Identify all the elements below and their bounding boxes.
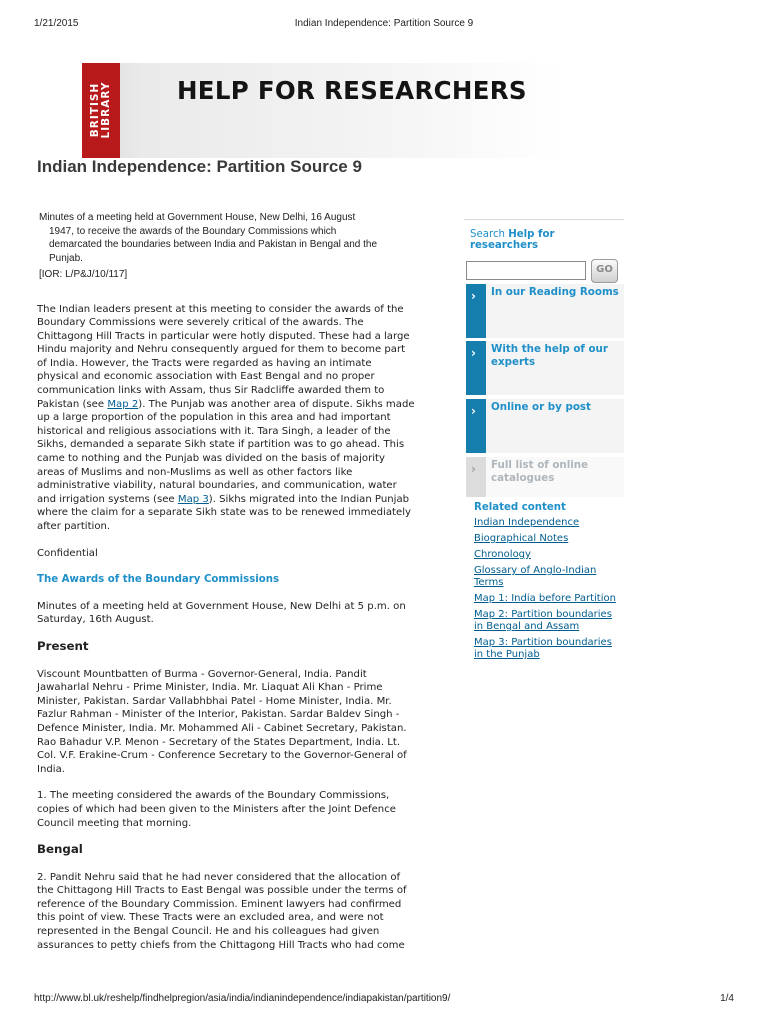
british-library-logo[interactable]: [82, 63, 120, 158]
source-intro: Minutes of a meeting held at Government House, New Delhi, 16 August 1947, to receive the awards of the Boundary Commissions which demarcated the boundaries between India and Pakistan in Bengal and the Punjab.: [39, 212, 378, 264]
logo-text: BRITISH LIBRARY: [89, 81, 112, 139]
print-url: http://www.bl.uk/reshelp/findhelpregion/asia/india/indianindependence/indiapakistan/partition9/: [34, 993, 451, 1004]
divider: [464, 219, 624, 220]
nav-online-or-post[interactable]: › Online or by post: [466, 399, 624, 453]
search-label: Search Help for researchers: [470, 229, 555, 251]
banner-title: HELP FOR RESEARCHERS: [177, 76, 527, 105]
present-heading: Present: [37, 638, 89, 653]
related-link-map-1[interactable]: Map 1: India before Partition: [474, 593, 616, 604]
list-item: [474, 517, 624, 529]
nav-online-catalogues[interactable]: › Full list of online catalogues: [466, 457, 624, 497]
print-footer: [34, 993, 734, 1005]
present-list: Viscount Mountbatten of Burma - Governor-General, India. Pandit Jawaharlal Nehru - Prime Minister, India. Mr. Liaquat Ali Khan - Prime Minister, Pakistan. Sardar Vallabhbhai Patel - Home Minister, India. Mr. Fazlur Rahman - Minister of the Interior, Pakistan. Sardar Baldev Singh - Defence Minister, India. Mr. Mohammed Ali - Cabinet Secretary, Pakistan. Rao Bahadur V.P. Menon - Secretary of the States Department, India. Lt. Col. V.F. Erakine-Crum - Conference Secretary to the Governor-General of India.: [37, 668, 407, 775]
related-link-map-3[interactable]: Map 3: Partition boundaries in the Punjab: [474, 637, 612, 660]
list-item: [474, 593, 624, 605]
bengal-heading: Bengal: [37, 842, 83, 857]
list-item: [474, 533, 624, 545]
minutes-paragraph: Minutes of a meeting held at Government House, New Delhi at 5 p.m. on Saturday, 16th August.: [37, 600, 406, 626]
confidential-label: Confidential: [37, 547, 98, 559]
related-content-heading: Related content: [474, 502, 566, 513]
list-item: [474, 609, 624, 633]
related-link-map-2[interactable]: Map 2: Partition boundaries in Bengal and Assam: [474, 609, 612, 632]
page-title: Indian Independence: Partition Source 9: [37, 157, 362, 176]
main-content: [37, 211, 415, 952]
related-link-indian-independence[interactable]: Indian Independence: [474, 517, 580, 528]
item-1-paragraph: 1. The meeting considered the awards of the Boundary Commissions, copies of which had been given to the Ministers after the Joint Defence Council meeting that morning.: [37, 790, 396, 829]
map-2-link[interactable]: Map 2: [107, 398, 139, 410]
print-page-title: Indian Independence: Partition Source 9: [294, 18, 474, 29]
list-item: [474, 637, 624, 661]
list-item: [474, 565, 624, 589]
search-input[interactable]: [466, 261, 586, 280]
related-content-list: [474, 517, 624, 665]
map-3-link[interactable]: Map 3: [177, 493, 209, 505]
print-page-number: 1/4: [720, 993, 734, 1004]
search-go-button[interactable]: GO: [591, 259, 618, 283]
nav-expert-help[interactable]: › With the help of our experts: [466, 341, 624, 395]
item-2-paragraph: 2. Pandit Nehru said that he had never considered that the allocation of the Chittagong Hill Tracts to East Bengal was possible under the terms of reference of the Boundary Commission. Eminent lawyers had confirmed this point of view. These Tracts were an excluded area, and were not represented in the Bengal Council. He and his colleagues had given assurances to petty chiefs from the Chittagong Hill Tracts who had come: [37, 871, 407, 951]
print-header: [34, 18, 734, 30]
context-paragraph: The Indian leaders present at this meeting to consider the awards of the Boundary Commissions were severely critical of the awards. The Chittagong Hill Tracts in particular were hotly disputed. These had a large Hindu majority and Nehru consequently argued for them to become part of India. However, the Tracts were regarded as having an intimate physical and economic association with East Bengal and no proper communication links with Assam, thus Sir Radcliffe awarded them to Pakistan (see Map 2). The Punjab was another area of dispute. Sikhs made up a large proportion of the population in this area and had important historical and religious associations with it. Tara Singh, a leader of the Sikhs, demanded a separate Sikh state if partition was to go ahead. This came to nothing and the Punjab was divided on the basis of majority areas of Muslims and non-Muslims as well as other factors like administrative viability, natural boundaries, and communication, water and irrigation systems (see Map 3). Sikhs migrated into the Indian Punjab where the claim for a separate Sikh state was to be renewed immediately after partition.: [37, 303, 415, 532]
section-heading: The Awards of the Boundary Commissions: [37, 574, 280, 586]
chevron-right-icon: ›: [471, 404, 476, 418]
related-link-glossary[interactable]: Glossary of Anglo-Indian Terms: [474, 565, 597, 588]
site-banner: [82, 63, 562, 158]
related-link-biographical-notes[interactable]: Biographical Notes: [474, 533, 569, 544]
nav-reading-rooms[interactable]: › In our Reading Rooms: [466, 284, 624, 338]
related-link-chronology[interactable]: Chronology: [474, 549, 531, 560]
source-reference: [IOR: L/P&J/10/117]: [39, 269, 128, 280]
sidebar: [464, 219, 626, 660]
search-form: [466, 259, 626, 284]
chevron-right-icon: ›: [471, 289, 476, 303]
print-date: 1/21/2015: [34, 18, 79, 29]
chevron-right-icon: ›: [471, 346, 476, 360]
chevron-right-icon: ›: [471, 462, 476, 476]
list-item: [474, 549, 624, 561]
